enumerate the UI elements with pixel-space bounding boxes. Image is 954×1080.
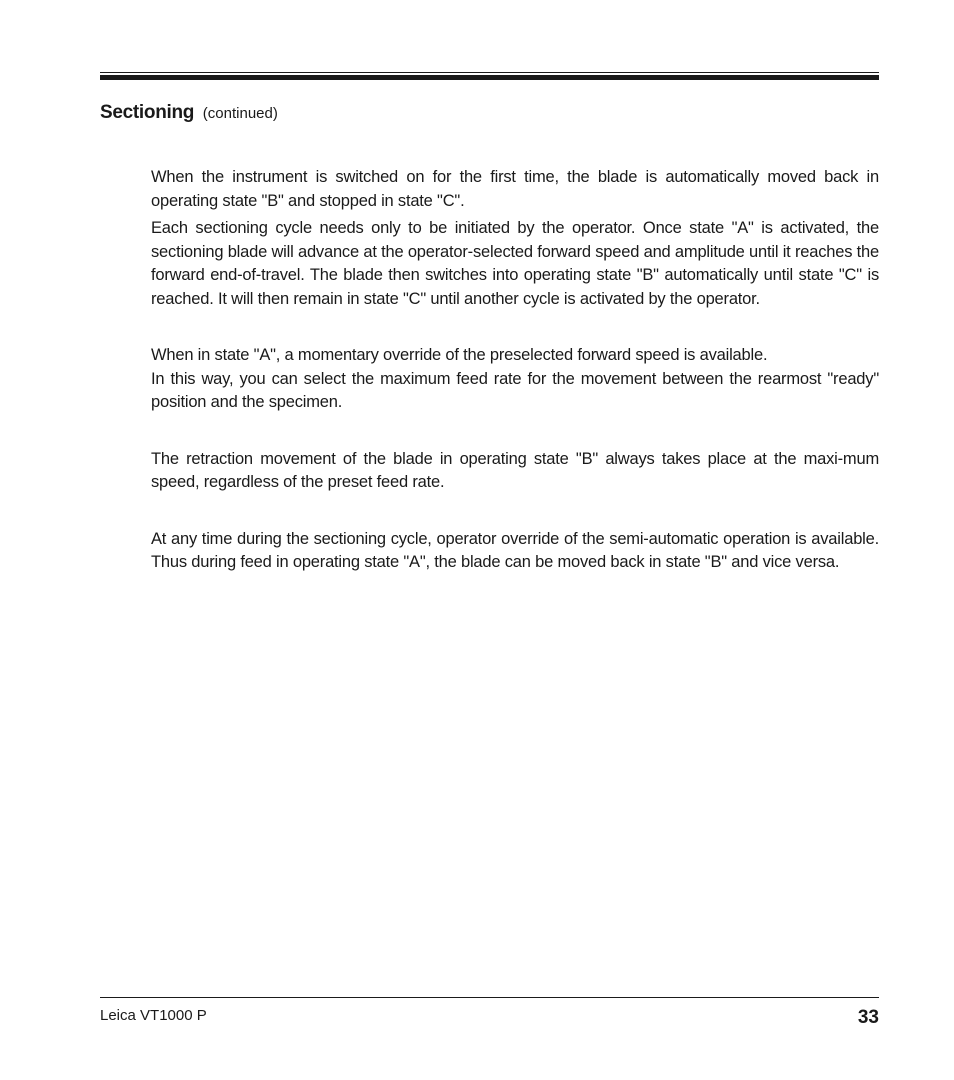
section-heading bbox=[100, 99, 278, 126]
paragraph-sectioning-cycle: Each sectioning cycle needs only to be initiated by the operator. Once state "A" is activated, the sectioning blade will advance at the operator-selected forward speed and amplitude until it reaches the forward end-of-travel. The blade then switches into operating state "B" automatically until state "C" is reached. It will then remain in state "C" until another cycle is activated by the operator. bbox=[151, 219, 879, 308]
section-title-suffix: (continued) bbox=[202, 105, 278, 122]
page-number: 33 bbox=[857, 1007, 879, 1028]
section-title: Sectioning bbox=[100, 102, 195, 123]
paragraph-override: When in state "A", a momentary override of the preselected forward speed is available. bbox=[151, 346, 768, 364]
header-rule-thin bbox=[100, 72, 879, 73]
footer-product-name: Leica VT1000 P bbox=[100, 1007, 207, 1024]
header-rule-thick bbox=[100, 75, 879, 80]
paragraph-max-feed: In this way, you can select the maximum feed rate for the movement between the rearmost "ready" position and the specimen. bbox=[151, 369, 879, 411]
paragraph-operator-override: At any time during the sectioning cycle, operator override of the semi-automatic operation is available. Thus during feed in operating state "A", the blade can be moved back in state "B" and vice versa. bbox=[151, 529, 879, 571]
paragraph-retraction: The retraction movement of the blade in operating state "B" always takes place at the maxi-mum speed, regardless of the preset feed rate. bbox=[151, 449, 879, 491]
paragraph-startup: When the instrument is switched on for the first time, the blade is automatically moved back in operating state "B" and stopped in state "C". bbox=[151, 168, 879, 210]
body-text bbox=[151, 166, 879, 575]
footer-rule bbox=[100, 997, 879, 998]
